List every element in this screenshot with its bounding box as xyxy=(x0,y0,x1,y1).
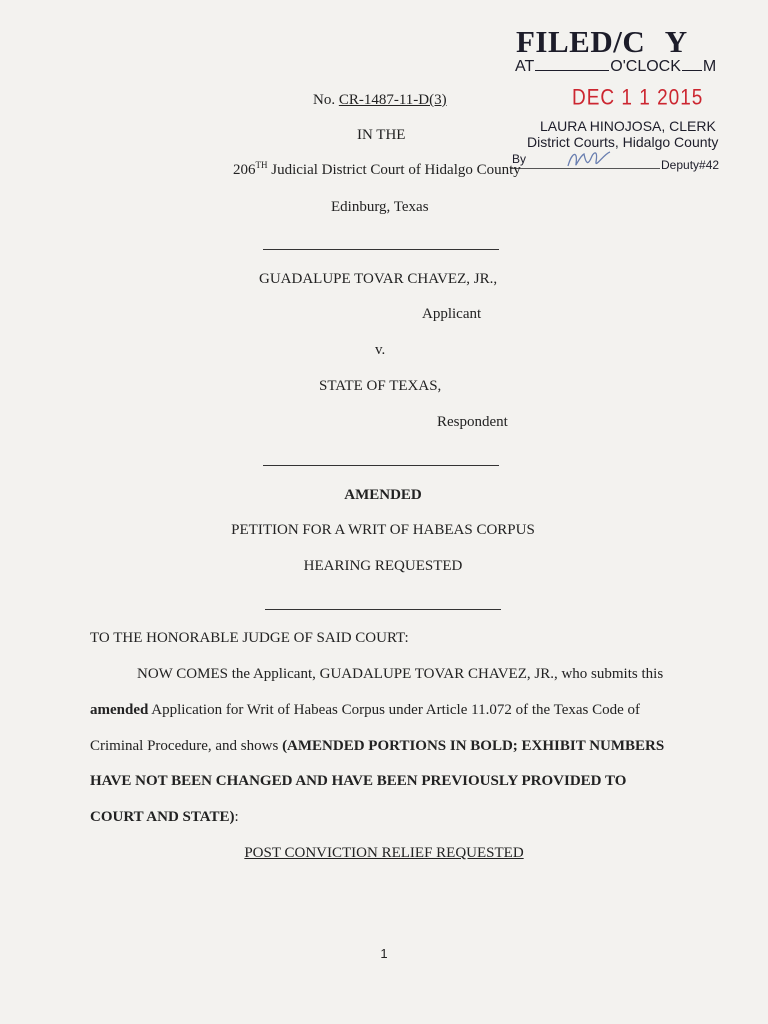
paragraph-line-1: NOW COMES the Applicant, GUADALUPE TOVAR CHAVEZ, JR., who submits this xyxy=(137,666,664,682)
by-label: By xyxy=(512,152,527,166)
oclock-label: O'CLOCK xyxy=(610,58,681,75)
court-name xyxy=(233,162,521,179)
case-number-line xyxy=(313,92,447,109)
paragraph-line-3 xyxy=(90,738,664,755)
hearing-requested: HEARING REQUESTED xyxy=(303,558,463,574)
caption-divider-1 xyxy=(263,249,499,250)
applicant-name: GUADALUPE TOVAR CHAVEZ, JR., xyxy=(259,271,498,287)
caption-divider-2 xyxy=(263,465,499,466)
in-the: IN THE xyxy=(357,127,406,143)
case-number-prefix: No. xyxy=(313,92,339,108)
court-name-rest: Judicial District Court of Hidalgo County xyxy=(267,162,521,178)
paragraph-line-5-bold: COURT AND STATE) xyxy=(90,809,235,825)
m-label: M xyxy=(702,58,717,75)
paragraph-line-5-end: : xyxy=(234,809,239,825)
amended-heading: AMENDED xyxy=(344,487,422,503)
filed-text: FILED/C xyxy=(516,24,646,59)
paragraph-line-2 xyxy=(90,702,640,719)
paragraph-line-3-plain: Criminal Procedure, and shows xyxy=(90,738,283,754)
section-heading: POST CONVICTION RELIEF REQUESTED xyxy=(244,845,524,861)
paragraph-line-4 xyxy=(90,773,626,790)
clerk-courts: District Courts, Hidalgo County xyxy=(527,134,719,150)
filed-stamp-time-line xyxy=(515,58,716,76)
versus: v. xyxy=(375,342,386,358)
petition-title: PETITION FOR A WRIT OF HABEAS CORPUS xyxy=(231,522,535,538)
title-divider xyxy=(265,609,501,610)
paragraph-line-3-bold: (AMENDED PORTIONS IN BOLD; EXHIBIT NUMBERS xyxy=(282,738,665,754)
case-number: CR-1487-11-D(3) xyxy=(338,92,447,108)
court-ordinal: 206 xyxy=(233,162,256,178)
filed-stamp-title xyxy=(516,24,688,60)
court-ordinal-suffix: TH xyxy=(255,160,268,170)
paragraph-line-4-bold: HAVE NOT BEEN CHANGED AND HAVE BEEN PREVIOUSLY PROVIDED TO xyxy=(90,773,627,789)
applicant-role: Applicant xyxy=(422,306,482,322)
at-label: AT xyxy=(515,58,535,75)
filed-date: DEC 1 1 2015 xyxy=(572,86,704,111)
page-number: 1 xyxy=(380,946,388,961)
filed-text-end: Y xyxy=(664,24,688,59)
respondent-role: Respondent xyxy=(437,414,508,430)
deputy-signature xyxy=(564,146,614,172)
paragraph-line-2-rest: Application for Writ of Habeas Corpus under Article 11.072 of the Texas Code of xyxy=(148,702,641,718)
deputy-number: Deputy#42 xyxy=(661,158,720,172)
respondent-name: STATE OF TEXAS, xyxy=(319,378,442,394)
paragraph-line-5 xyxy=(90,809,239,826)
amended-word: amended xyxy=(90,702,149,718)
salutation: TO THE HONORABLE JUDGE OF SAID COURT: xyxy=(90,630,409,646)
court-location: Edinburg, Texas xyxy=(331,199,429,215)
clerk-name: LAURA HINOJOSA, CLERK xyxy=(540,118,716,134)
